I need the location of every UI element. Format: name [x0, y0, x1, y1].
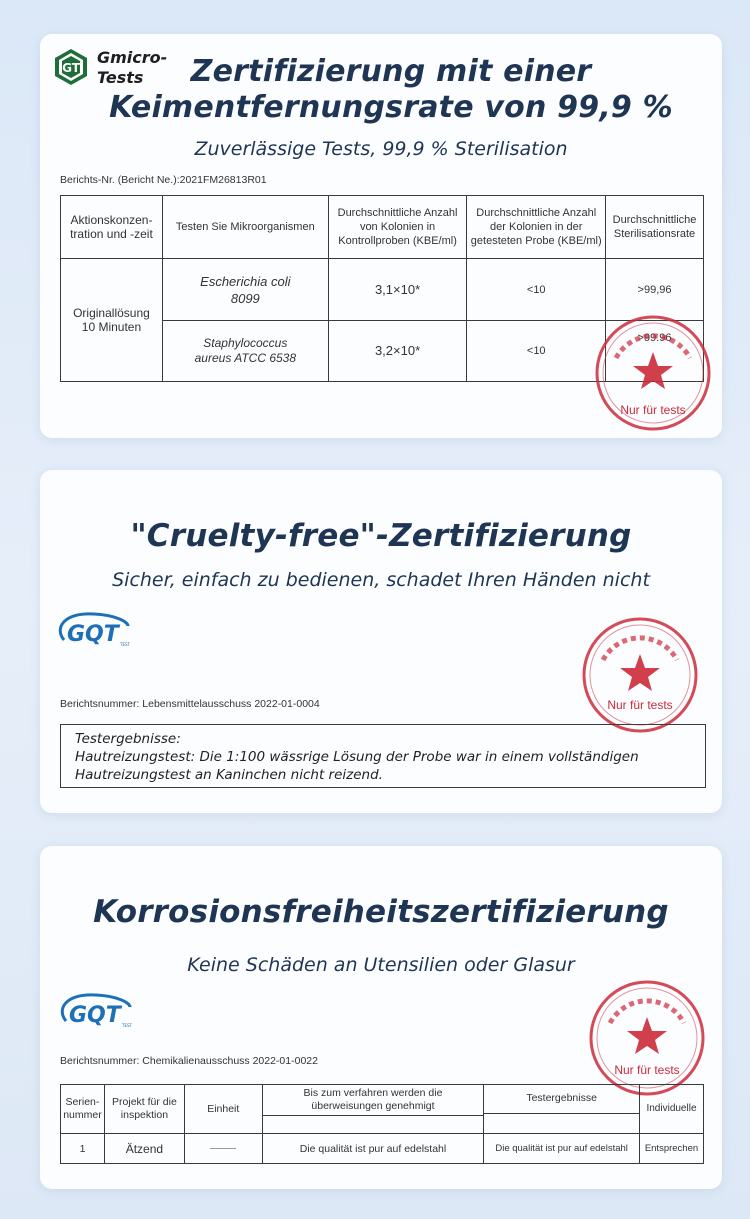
section-subtitle: Sicher, einfach zu bedienen, schadet Ihren Händen nicht — [112, 569, 650, 591]
section-title: Korrosionsfreiheitszertifizierung — [93, 894, 669, 930]
project-cell: Ätzend — [104, 1134, 184, 1164]
corrosion-table — [60, 1084, 704, 1164]
subtitle: Zuverlässige Tests, 99,9 % Sterilisation — [194, 138, 568, 160]
svg-text:GQT: GQT — [67, 622, 119, 647]
test-stamp — [581, 616, 699, 734]
gqt-logo — [56, 989, 136, 1033]
header-sterilization-rate: Durchschnittliche Sterilisationsrate — [606, 196, 704, 259]
stamp-seal-icon — [588, 979, 706, 1097]
report-number: Berichtsnummer: Chemikalienausschuss 2022-01-0022 — [60, 1055, 318, 1067]
sterilization-card — [40, 34, 722, 438]
header-results-text: Testergebnisse — [526, 1092, 597, 1104]
section-subtitle: Keine Schäden an Utensilien oder Glasur — [187, 954, 575, 976]
control-cell: 3,2×10* — [328, 321, 467, 382]
control-cell: 3,1×10* — [328, 259, 467, 321]
svg-text:TEST: TEST — [122, 1023, 132, 1028]
results-text-line2: Hautreizungstest an Kaninchen nicht reizend. — [75, 767, 383, 783]
result-cell: Die qualität ist pur auf edelstahl — [484, 1134, 640, 1164]
stamp-label: Nur für tests — [614, 1063, 680, 1077]
tested-cell: <10 — [467, 321, 606, 382]
gqt-logo — [54, 608, 134, 652]
header-tested-colonies: Durchschnittliche Anzahl der Kolonien in der getesteten Probe (KBE/ml) — [467, 196, 606, 259]
results-text-line1: Hautreizungstest: Die 1:100 wässrige Lösung der Probe war in einem vollständigen — [75, 749, 639, 765]
table-row — [61, 259, 704, 321]
rate-cell: >99.96 — [606, 321, 704, 382]
unit-cell — [184, 1134, 262, 1164]
header-unit: Einheit — [184, 1085, 262, 1134]
corrosion-card — [40, 846, 722, 1189]
gqt-logo-icon — [54, 608, 134, 652]
gqt-logo-icon — [56, 989, 136, 1033]
test-stamp — [588, 979, 706, 1097]
header-results — [484, 1085, 640, 1134]
test-results-box — [60, 724, 706, 788]
header-microorganisms: Testen Sie Mikroorganismen — [162, 196, 328, 259]
svg-text:GQT: GQT — [69, 1003, 121, 1028]
rate-cell: >99,96 — [606, 259, 704, 321]
report-number: Berichtsnummer: Lebensmittelausschuss 2022-01-0004 — [60, 698, 320, 710]
individual-cell: Entsprechen — [639, 1134, 703, 1164]
stamp-label: Nur für tests — [620, 403, 686, 417]
header-control-colonies: Durchschnittliche Anzahl von Kolonien in Kontrollproben (KBE/ml) — [328, 196, 467, 259]
tested-cell: <10 — [467, 259, 606, 321]
title-line1: Zertifizierung mit einer — [190, 54, 592, 89]
svg-text:GT: GT — [62, 61, 80, 75]
header-individual: Individuelle — [639, 1085, 703, 1134]
approval-cell: Die qualität ist pur auf edelstahl — [262, 1134, 484, 1164]
stamp-seal-icon — [581, 616, 699, 734]
table-row — [61, 1134, 704, 1164]
title-line2: Keimentfernungsrate von 99,9 % — [109, 90, 673, 125]
section-title: "Cruelty-free"-Zertifizierung — [130, 518, 632, 554]
header-approval-text: Bis zum verfahren werden die überweisungen genehmigt — [303, 1087, 443, 1112]
results-label: Testergebnisse: — [75, 731, 181, 747]
test-stamp — [594, 314, 712, 432]
organism-cell: Staphylococcus aureus ATCC 6538 — [162, 321, 328, 382]
serial-cell: 1 — [61, 1134, 105, 1164]
page-title — [40, 54, 722, 126]
header-serial: Serien-nummer — [61, 1085, 105, 1134]
stamp-label: Nur für tests — [607, 698, 673, 712]
condition-cell: Originallösung 10 Minuten — [61, 259, 163, 382]
svg-text:TEST: TEST — [120, 642, 130, 647]
report-number: Berichts-Nr. (Bericht Ne.):2021FM26813R01 — [60, 174, 267, 186]
header-project: Projekt für die inspektion — [104, 1085, 184, 1134]
cruelty-free-card — [40, 470, 722, 813]
logo-text-line1: Gmicro- — [97, 48, 168, 67]
logo-text-line2: Tests — [97, 68, 144, 87]
organism-cell: Escherichia coli 8099 — [162, 259, 328, 321]
header-concentration: Aktionskonzen-tration und -zeit — [61, 196, 163, 259]
header-approval — [262, 1085, 484, 1134]
